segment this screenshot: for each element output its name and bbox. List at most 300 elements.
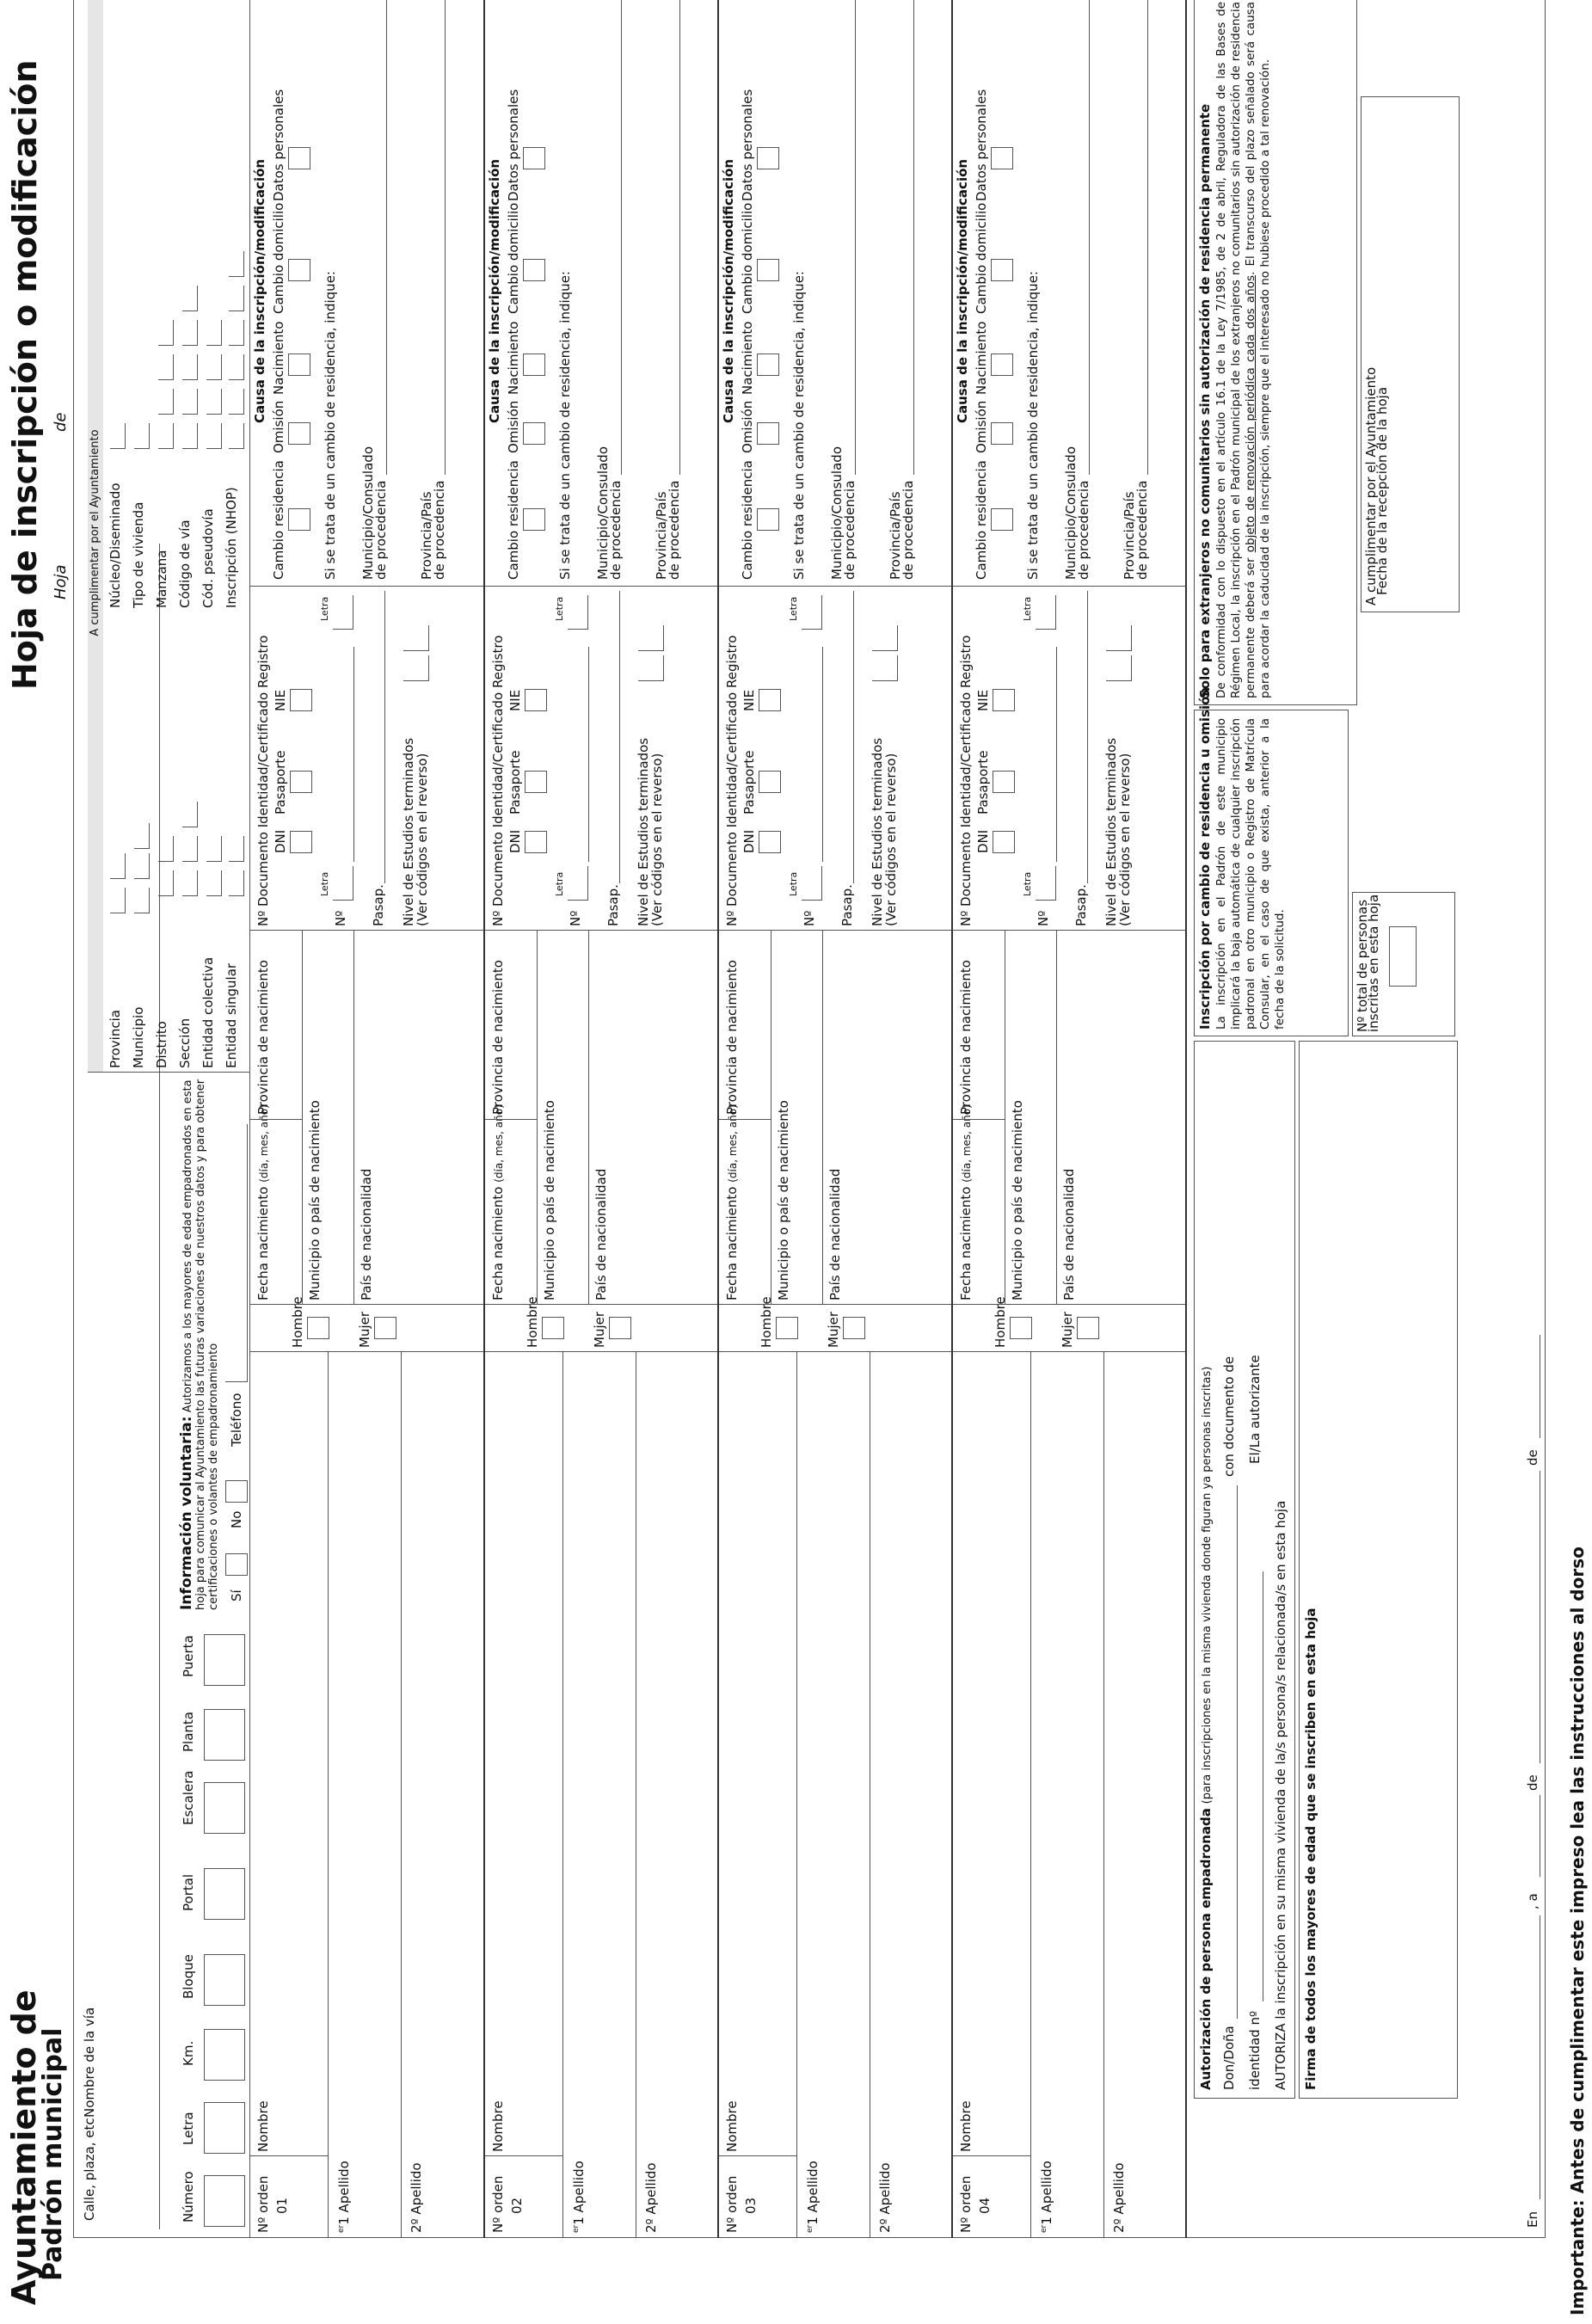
pasaporte-label: Pasaporte <box>975 750 991 815</box>
pasap-label: Pasap. <box>1073 884 1089 926</box>
doc-number-line[interactable] <box>353 647 354 862</box>
divider <box>953 586 1187 587</box>
estudios-label: Nivel de Estudios terminados <box>1103 737 1119 926</box>
mun-proc-label: Municipio/Consulado <box>1063 446 1079 580</box>
council-cell[interactable] <box>229 423 244 449</box>
council-cell[interactable] <box>206 870 222 896</box>
divider <box>1056 931 1057 1305</box>
causa-title: Causa de la inscripción/modificación <box>252 158 267 423</box>
apellido2-label: 2º Apellido <box>643 2162 659 2233</box>
council-right-label: Tipo de vivienda <box>131 501 146 608</box>
portal-box[interactable] <box>204 1868 245 1920</box>
autorizante-label: El/La autorizante <box>1247 1355 1263 1464</box>
prov-nac-label: Provincia de nacimiento <box>958 960 974 1115</box>
voluntary-text: Autorizamos a los mayores de edad empadronados en esta hoja para comunicar al Ayuntamiento las futuras variaciones de nuestros datos y para obtener certificaciones o volantes de empadronamiento <box>181 1079 220 1610</box>
causa-label: Cambio domicilio <box>506 202 521 314</box>
council-cell[interactable] <box>182 802 198 827</box>
dni-label: DNI <box>741 829 757 853</box>
cambio-residencia-checkbox[interactable] <box>288 508 310 531</box>
mun-proc-line[interactable] <box>855 0 856 475</box>
cambio-domicilio-checkbox[interactable] <box>523 259 545 281</box>
residencia-title: Inscripción por cambio de residencia u omisión <box>1197 686 1213 1030</box>
nombre-label: Nombre <box>255 2100 271 2152</box>
council-cell[interactable] <box>206 354 222 380</box>
prov-proc-label2: de procedencia <box>667 480 682 580</box>
estudios-cell[interactable] <box>872 655 898 681</box>
mun-proc-label: Municipio/Consulado <box>595 446 611 580</box>
council-cell[interactable] <box>206 836 222 862</box>
letra-box[interactable] <box>204 2102 245 2154</box>
causa-label: Cambio residencia <box>271 460 286 580</box>
doc-letra-cell[interactable] <box>333 595 353 630</box>
nombre-label: Nombre <box>490 2100 506 2152</box>
residencia-text: La inscripción en el Padrón de este municipio implicará la baja automática de cualquier inscripción padronal en otro municipio o Registro de Matrícula Consular, en el caso de que exista, anterior a la fecha de la solicitud. <box>1214 718 1287 1030</box>
nie-checkbox[interactable] <box>290 689 312 711</box>
order-label: Nº orden <box>255 2175 271 2233</box>
divider <box>537 931 538 1305</box>
divider <box>485 1119 537 1120</box>
estudios-cell[interactable] <box>638 625 664 651</box>
divider <box>250 2155 328 2156</box>
order-number: 01 <box>274 2197 290 2214</box>
mujer-checkbox[interactable] <box>843 1317 865 1339</box>
prov-proc-line[interactable] <box>1147 0 1148 475</box>
omision-checkbox[interactable] <box>523 422 545 445</box>
mun-proc-line[interactable] <box>386 0 387 475</box>
causa-label: Omisión <box>740 400 755 453</box>
letra-label: Letra <box>554 871 565 896</box>
council-cell[interactable] <box>229 251 244 277</box>
council-cell[interactable] <box>182 320 198 346</box>
nie-label: NIE <box>507 689 523 711</box>
estudios-note: (Ver códigos en el reverso) <box>649 753 665 926</box>
divider <box>401 1352 402 2238</box>
mun-nac-label: Municipio o país de nacimiento <box>1010 1100 1025 1300</box>
pasap-line[interactable] <box>1087 591 1088 883</box>
letra-label: Letra <box>554 596 565 621</box>
causa-label: Datos personales <box>740 89 755 201</box>
num-label: Nº <box>1036 910 1051 926</box>
datos-personales-checkbox[interactable] <box>288 147 310 169</box>
no-label: No <box>229 1510 244 1528</box>
firma-box[interactable] <box>1299 1041 1458 2099</box>
council-cell[interactable] <box>134 888 150 913</box>
causa-label: Omisión <box>974 400 989 453</box>
order-number: 04 <box>977 2197 993 2214</box>
council-cell[interactable] <box>229 354 244 380</box>
causa-label: Cambio residencia <box>740 460 755 580</box>
divider <box>719 1304 953 1305</box>
prov-nac-label: Provincia de nacimiento <box>255 960 271 1115</box>
hombre-checkbox[interactable] <box>542 1317 564 1339</box>
doc-header: Nº Documento Identidad/Certificado Registro <box>255 635 271 926</box>
doc-number-line[interactable] <box>588 647 589 862</box>
divider <box>953 1351 1187 1352</box>
authorization-title: Autorización de persona empadronada (para inscripciones en la misma vivienda donde figuran ya personas inscritas) <box>1198 1366 1214 2090</box>
bloque-box[interactable] <box>204 1954 245 2006</box>
dni-label: DNI <box>975 829 991 853</box>
pasap-label: Pasap. <box>605 884 621 926</box>
cambio-text: Si se trata de un cambio de residencia, indique: <box>791 271 807 580</box>
divider <box>719 930 953 931</box>
apellido1-label: $^{er}$1 Apellido <box>336 2161 352 2233</box>
important-note: Importante: Antes de cumplimentar este impreso lea las instrucciones al dorso <box>1567 1546 1588 2315</box>
divider <box>250 1119 302 1120</box>
council-cell[interactable] <box>182 423 198 449</box>
nie-checkbox[interactable] <box>525 689 547 711</box>
doc-letra-cell[interactable] <box>333 866 353 901</box>
mujer-checkbox[interactable] <box>374 1317 396 1339</box>
pasap-line[interactable] <box>853 591 854 883</box>
prov-proc-label2: de procedencia <box>1134 480 1150 580</box>
divider <box>485 930 719 931</box>
divider <box>302 931 303 1305</box>
divider <box>1103 1352 1104 2238</box>
omision-checkbox[interactable] <box>288 422 310 445</box>
causa-title: Causa de la inscripción/modificación <box>487 158 502 423</box>
hombre-checkbox[interactable] <box>776 1317 798 1339</box>
datos-personales-checkbox[interactable] <box>757 147 779 169</box>
council-cell[interactable] <box>158 870 174 896</box>
hombre-checkbox[interactable] <box>1010 1317 1032 1339</box>
prov-proc-label: Provincia/País <box>1122 491 1137 580</box>
council-cell[interactable] <box>229 836 244 862</box>
prov-proc-line[interactable] <box>445 0 446 475</box>
estudios-note: (Ver códigos en el reverso) <box>1117 753 1133 926</box>
doc-letra-cell[interactable] <box>802 866 822 901</box>
divider <box>719 2155 796 2156</box>
total-label2: inscritas en esta hoja <box>1366 894 1381 1032</box>
council-left-label: Distrito <box>154 1021 169 1068</box>
mun-nac-label: Municipio o país de nacimiento <box>776 1100 791 1300</box>
causa-label: Cambio domicilio <box>271 202 286 314</box>
hombre-label: Hombre <box>993 1296 1008 1348</box>
divider <box>485 586 719 587</box>
voluntary-info <box>178 1077 220 1610</box>
causa-label: Nacimiento <box>974 321 989 395</box>
dni-checkbox[interactable] <box>759 831 781 853</box>
datos-personales-checkbox[interactable] <box>991 147 1013 169</box>
dni-checkbox[interactable] <box>525 831 547 853</box>
fecha-nac-label: Fecha nacimiento (día, mes, año) <box>255 1104 271 1300</box>
council-cell[interactable] <box>134 823 150 849</box>
person-section-01 <box>249 0 483 2238</box>
letra-label: Letra <box>1022 596 1033 621</box>
doc-letra-cell[interactable] <box>568 595 588 630</box>
address-field-label: Letra <box>181 2112 196 2145</box>
apellido2-label: 2º Apellido <box>1111 2162 1127 2233</box>
divider <box>250 930 484 931</box>
council-cell[interactable] <box>229 320 244 346</box>
apellido1-label: $^{er}$1 Apellido <box>805 2161 821 2233</box>
phone-input[interactable] <box>225 1124 248 1382</box>
apellido2-label: 2º Apellido <box>877 2162 893 2233</box>
hombre-checkbox[interactable] <box>307 1317 329 1339</box>
pais-nac-label: País de nacionalidad <box>1061 1168 1077 1300</box>
fecha-nac-label: Fecha nacimiento (día, mes, año) <box>724 1104 740 1300</box>
mujer-label: Mujer <box>826 1311 841 1348</box>
identidad-label: identidad nº <box>1247 2010 1263 2090</box>
address-field-label: Bloque <box>181 1954 196 1999</box>
estudios-cell[interactable] <box>403 625 429 651</box>
divider <box>719 586 953 587</box>
council-cell[interactable] <box>134 853 150 879</box>
no-checkbox[interactable] <box>225 1480 248 1503</box>
don-line[interactable] <box>1237 1485 1238 2019</box>
estudios-label: Nivel de Estudios terminados <box>401 737 416 926</box>
fecha-nac-label: Fecha nacimiento (día, mes, año) <box>490 1104 506 1300</box>
council-cell[interactable] <box>110 423 126 449</box>
nie-checkbox[interactable] <box>759 689 781 711</box>
footer-de1: de <box>1525 1774 1540 1791</box>
nie-checkbox[interactable] <box>993 689 1015 711</box>
escalera-box[interactable] <box>204 1782 245 1834</box>
council-cell[interactable] <box>158 423 174 449</box>
council-left-label: Entidad singular <box>224 962 239 1068</box>
divider <box>953 2155 1030 2156</box>
causa-label: Cambio residencia <box>974 460 989 580</box>
address-field-label: Planta <box>181 1712 196 1752</box>
council-cell[interactable] <box>206 320 222 346</box>
mun-proc-label2: de procedencia <box>373 480 389 580</box>
datos-personales-checkbox[interactable] <box>523 147 545 169</box>
mujer-label: Mujer <box>357 1311 372 1348</box>
council-cell[interactable] <box>182 354 198 380</box>
divider <box>953 1304 1187 1305</box>
doc-letra-cell[interactable] <box>802 595 822 630</box>
prov-proc-label2: de procedencia <box>900 480 916 580</box>
nacimiento-checkbox[interactable] <box>288 354 310 376</box>
council-left-label: Municipio <box>131 1006 146 1068</box>
council-right-label: Código de vía <box>177 520 193 608</box>
voluntary-title: Información voluntaria: <box>178 1416 195 1610</box>
causa-label: Nacimiento <box>271 321 286 395</box>
pasaporte-label: Pasaporte <box>741 750 757 815</box>
phone-label: Teléfono <box>229 1393 244 1447</box>
cambio-residencia-checkbox[interactable] <box>757 508 779 531</box>
nombre-label: Nombre <box>724 2100 740 2152</box>
nacimiento-checkbox[interactable] <box>991 354 1013 376</box>
reception-label2: Fecha de la recepción de la hoja <box>1374 386 1390 595</box>
council-cell[interactable] <box>158 320 174 346</box>
order-label: Nº orden <box>724 2175 740 2233</box>
si-checkbox[interactable] <box>225 1553 248 1576</box>
nie-label: NIE <box>273 689 288 711</box>
dni-checkbox[interactable] <box>290 831 312 853</box>
divider <box>588 931 589 1305</box>
extranjeros-title: Solo para extranjeros no comunitarios sin autorización de residencia permanente <box>1197 103 1213 698</box>
hombre-label: Hombre <box>290 1296 305 1348</box>
council-cell[interactable] <box>110 888 126 913</box>
nie-label: NIE <box>975 689 991 711</box>
council-cell[interactable] <box>206 423 222 449</box>
council-left-label: Sección <box>177 1018 193 1068</box>
apellido2-label: 2º Apellido <box>409 2162 424 2233</box>
order-label: Nº orden <box>490 2175 506 2233</box>
order-number: 03 <box>743 2197 759 2214</box>
letra-label: Letra <box>788 596 799 621</box>
pasaporte-checkbox[interactable] <box>525 771 547 793</box>
hombre-label: Hombre <box>759 1296 774 1348</box>
doc-header: Nº Documento Identidad/Certificado Registro <box>958 635 974 926</box>
cambio-residencia-checkbox[interactable] <box>523 508 545 531</box>
cambio-text: Si se trata de un cambio de residencia, indique: <box>1025 271 1041 580</box>
footer-en: En <box>1525 2211 1540 2228</box>
org-title: Ayuntamiento de <box>5 1989 43 2305</box>
divider <box>353 931 354 1305</box>
address-field-label: Número <box>181 2171 196 2223</box>
total-label: Nº total de personas <box>1355 899 1370 1032</box>
org-subtitle: Padrón municipal <box>38 2027 68 2281</box>
estudios-cell[interactable] <box>1106 625 1132 651</box>
mun-proc-label: Municipio/Consulado <box>829 446 845 580</box>
council-cell[interactable] <box>229 870 244 896</box>
pasaporte-label: Pasaporte <box>273 750 288 815</box>
council-cell[interactable] <box>206 389 222 415</box>
council-left-label: Entidad colectiva <box>200 956 216 1068</box>
mujer-label: Mujer <box>592 1311 607 1348</box>
dni-checkbox[interactable] <box>993 831 1015 853</box>
person-section-02 <box>483 0 717 2238</box>
council-left-label: Provincia <box>108 1010 123 1068</box>
doc-letra-cell[interactable] <box>568 866 588 901</box>
num-label: Nº <box>333 910 348 926</box>
cambio-residencia-checkbox[interactable] <box>991 508 1013 531</box>
council-cell[interactable] <box>229 286 244 311</box>
mujer-label: Mujer <box>1060 1311 1075 1348</box>
numero-box[interactable] <box>204 2175 245 2227</box>
address-field-label: Puerta <box>181 1635 196 1677</box>
letra-label: Letra <box>319 596 330 621</box>
pasap-label: Pasap. <box>839 884 855 926</box>
nacimiento-checkbox[interactable] <box>757 354 779 376</box>
divider <box>562 1352 563 2238</box>
council-cell[interactable] <box>182 836 198 862</box>
pasap-label: Pasap. <box>371 884 386 926</box>
mun-proc-label2: de procedencia <box>842 480 857 580</box>
address-field-label: Km. <box>181 2040 196 2066</box>
footer-de2: de <box>1525 1449 1540 1466</box>
mujer-checkbox[interactable] <box>609 1317 631 1339</box>
pasaporte-label: Pasaporte <box>507 750 523 815</box>
estudios-label: Nivel de Estudios terminados <box>636 737 651 926</box>
pasaporte-checkbox[interactable] <box>290 771 312 793</box>
divider <box>953 1119 1005 1120</box>
person-section-04 <box>951 0 1185 2238</box>
omision-checkbox[interactable] <box>757 422 779 445</box>
mun-nac-label: Municipio o país de nacimiento <box>307 1100 323 1300</box>
street-line <box>159 544 160 2229</box>
cambio-domicilio-checkbox[interactable] <box>757 259 779 281</box>
estudios-label: Nivel de Estudios terminados <box>870 737 885 926</box>
pasaporte-checkbox[interactable] <box>993 771 1015 793</box>
puerta-box[interactable] <box>204 1634 245 1686</box>
divider <box>485 1304 719 1305</box>
address-field-label: Portal <box>181 1873 196 1911</box>
prov-proc-line[interactable] <box>913 0 914 475</box>
num-label: Nº <box>568 910 583 926</box>
causa-label: Nacimiento <box>506 321 521 395</box>
order-label: Nº orden <box>958 2175 974 2233</box>
cambio-text: Si se trata de un cambio de residencia, indique: <box>323 271 338 580</box>
mun-proc-line[interactable] <box>1089 0 1090 475</box>
mun-proc-label2: de procedencia <box>608 480 624 580</box>
pais-nac-label: País de nacionalidad <box>359 1168 374 1300</box>
mun-proc-line[interactable] <box>621 0 622 475</box>
council-cell[interactable] <box>182 870 198 896</box>
council-cell[interactable] <box>158 354 174 380</box>
causa-title: Causa de la inscripción/modificación <box>721 158 736 423</box>
doc-letra-cell[interactable] <box>1036 866 1056 901</box>
cambio-domicilio-checkbox[interactable] <box>288 259 310 281</box>
estudios-cell[interactable] <box>403 655 429 681</box>
divider <box>796 1352 797 2238</box>
street-type-label: Calle, plaza, etc <box>82 2118 97 2221</box>
pais-nac-label: País de nacionalidad <box>827 1168 843 1300</box>
person-section-03 <box>717 0 951 2238</box>
council-cell[interactable] <box>229 389 244 415</box>
hombre-label: Hombre <box>525 1296 540 1348</box>
si-label: Sí <box>229 1589 244 1602</box>
causa-label: Nacimiento <box>740 321 755 395</box>
estudios-cell[interactable] <box>872 625 898 651</box>
divider <box>250 1304 484 1305</box>
dni-label: DNI <box>507 829 523 853</box>
omision-checkbox[interactable] <box>991 422 1013 445</box>
divider <box>719 1119 771 1120</box>
prov-proc-line[interactable] <box>679 0 680 475</box>
nombre-label: Nombre <box>958 2100 974 2152</box>
council-right-label: Cód. pseudovía <box>200 508 216 608</box>
form-title: Hoja de inscripción o modificación <box>6 59 44 690</box>
reception-label: A cumplimentar por el Ayuntamiento <box>1363 366 1379 606</box>
bottom-divider <box>1185 0 1187 2238</box>
mujer-checkbox[interactable] <box>1077 1317 1099 1339</box>
nacimiento-checkbox[interactable] <box>523 354 545 376</box>
planta-box[interactable] <box>204 1709 245 1761</box>
council-right-label: Inscripción (NHOP) <box>224 487 239 608</box>
council-cell[interactable] <box>158 836 174 862</box>
estudios-note: (Ver códigos en el reverso) <box>415 753 430 926</box>
causa-label: Omisión <box>506 400 521 453</box>
estudios-cell[interactable] <box>1106 655 1132 681</box>
letra-label: Letra <box>319 871 330 896</box>
pasap-line[interactable] <box>619 591 620 883</box>
divider <box>485 1351 719 1352</box>
doc-number-line[interactable] <box>1056 647 1057 862</box>
council-cell[interactable] <box>182 286 198 311</box>
footer-a: , a <box>1525 1893 1540 1909</box>
council-cell[interactable] <box>110 853 126 879</box>
pasaporte-checkbox[interactable] <box>759 771 781 793</box>
council-cell[interactable] <box>158 389 174 415</box>
pasap-line[interactable] <box>384 591 385 883</box>
doc-number-line[interactable] <box>822 647 823 862</box>
total-input[interactable] <box>1389 926 1417 987</box>
cambio-domicilio-checkbox[interactable] <box>991 259 1013 281</box>
doc-letra-cell[interactable] <box>1036 595 1056 630</box>
prov-nac-label: Provincia de nacimiento <box>724 960 740 1115</box>
causa-title: Causa de la inscripción/modificación <box>955 158 970 423</box>
estudios-cell[interactable] <box>638 655 664 681</box>
prov-proc-label: Provincia/País <box>654 491 669 580</box>
km-box[interactable] <box>204 2029 245 2081</box>
don-label: Don/Doña <box>1221 2026 1237 2090</box>
council-cell[interactable] <box>182 389 198 415</box>
council-cell[interactable] <box>134 423 150 449</box>
causa-label: Datos personales <box>974 89 989 201</box>
cambio-text: Si se trata de un cambio de residencia, indique: <box>557 271 573 580</box>
